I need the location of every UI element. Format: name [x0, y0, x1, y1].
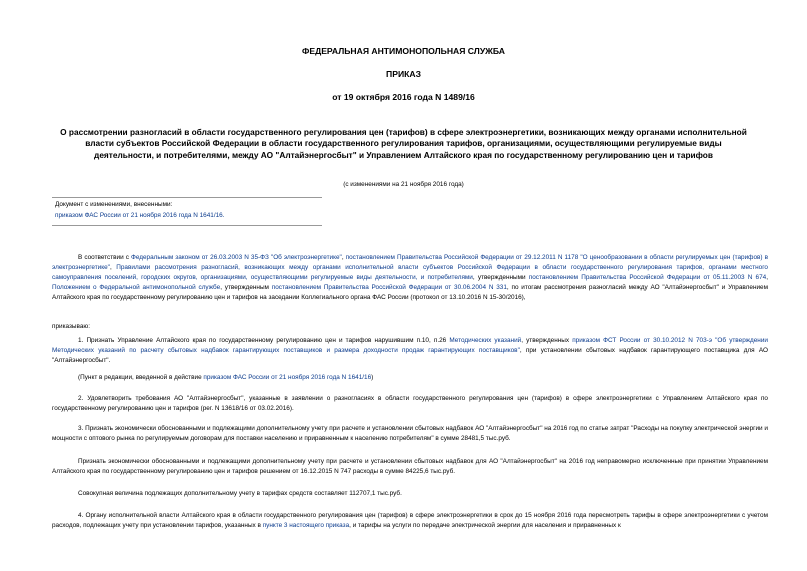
paragraph-edition-note: (Пункт в редакции, введенной в действие приказом ФАС России от 21 ноября 2016 года N 1641/16)	[78, 374, 374, 381]
paragraph-item-3: 3. Признать экономически обоснованными и подлежащими дополнительному учету при расчете и установлении сбытовых надбавок АО "Алтайэнергосбыт" на 2016 год по статье затрат "Расходы на покупку электрической энергии и мощности с оптового рынка по регулируемым договорам для поставки населению и приравненным к населению потребителям" в сумме 28481,5 тыс.руб.	[52, 425, 768, 442]
link-item-3[interactable]: пункте 3 настоящего приказа	[262, 522, 350, 529]
paragraph-item-1: 1. Признать Управление Алтайского края по государственному регулированию цен и тарифов нарушившим п.10, п.26 Методических указаний, утвержденных приказом ФСТ России от 30.10.2012 N 703-э "Об утверждении Методических указаний по расчету сбытовых надбавок гарантирующих поставщиков и размера доходности продаж гарантирующих поставщиков", при установлении сбытовых надбавок гарантирующего поставщика для АО "Алтайэнергосбыт".	[52, 337, 768, 364]
link-resolution-331[interactable]: постановлением Правительства Российской Федерации от 30.06.2004 N 331	[271, 284, 507, 291]
divider-bottom	[52, 225, 322, 226]
doc-date-number: от 19 октября 2016 года N 1489/16	[332, 92, 475, 102]
doc-title: О рассмотрении разногласий в области государственного регулирования цен (тарифов) в сфере электроэнергетики, возникающих между органами исполнительной власти субъектов Российской Федерации в области государственного регулирования тарифов, организациями, осуществляющими регулируемые виды деятельности, и потребителями, между АО "Алтайэнергосбыт" и Управлением Алтайского края по государственному регулированию цен и тарифов	[60, 127, 747, 160]
paragraph-total: Совокупная величина подлежащих дополнительному учету в тарифах средств составляет 112707,1 тыс.руб.	[78, 490, 402, 497]
paragraph-item-2: 2. Удовлетворить требования АО "Алтайэнергосбыт", указанные в заявлении о разногласиях в области государственного регулирования цен (тарифов) в сфере электроэнергетики с Управлением Алтайского края по государственному регулированию цен и тарифов (рег. N 13618/16 от 03.02.2016).	[52, 395, 768, 412]
amendments-link[interactable]: приказом ФАС России от 21 ноября 2016 года N 1641/16.	[55, 212, 225, 219]
link-fst-order-703[interactable]: приказом ФСТ России от 30.10.2012 N 703-э "Об утверждении Методических указаний по расчету сбытовых надбавок гарантирующих поставщиков и размера доходности продаж гарантирующих поставщиков"	[52, 337, 768, 354]
link-fas-regulation[interactable]: Положением о Федеральной антимонопольной службе	[52, 284, 221, 291]
amendments-label: Документ с изменениями, внесенными:	[55, 201, 173, 208]
link-resolution-1178[interactable]: постановлением Правительства Российской Федерации от 29.12.2011 N 1178 "О ценообразовании в области регулируемых цен (тарифов) в электроэнергетике"	[52, 254, 768, 271]
paragraph-item-3-cont: Признать экономически обоснованными и подлежащими дополнительному учету при расчете и установлении сбытовых надбавок для АО "Алтайэнергосбыт" на 2016 год неправомерно исключенные при принятии Управлением Алтайского края по государственному регулированию цен и тарифов решением от 16.12.2015 N 747 расходы в сумме 84225,6 тыс.руб.	[52, 458, 768, 475]
edition-note: (с изменениями на 21 ноября 2016 года)	[343, 181, 464, 188]
link-methodical-guidelines[interactable]: Методических указаний	[449, 337, 522, 344]
link-fas-order-1641[interactable]: приказом ФАС России от 21 ноября 2016 года N 1641/16	[203, 374, 372, 381]
doc-type: ПРИКАЗ	[386, 69, 421, 79]
agency-name: ФЕДЕРАЛЬНАЯ АНТИМОНОПОЛЬНАЯ СЛУЖБА	[302, 46, 505, 56]
link-rules[interactable]: Правилами рассмотрения разногласий, возникающих между органами исполнительной власти субъектов Российской Федерации в области государственного регулирования тарифов, органами местного самоуправления поселений, городских округов, организациями, осуществляющими регулируемые виды деятельности, и потребителями	[52, 264, 768, 281]
paragraph-item-4: 4. Органу исполнительной власти Алтайского края в области государственного регулирования цен (тарифов) в сфере электроэнергетики в срок до 15 ноября 2016 года пересмотреть тарифы в сфере электроэнергетики с учетом расходов, подлежащих учету при установлении тарифов, указанных в пункте 3 настоящего приказа, и тарифы на услуги по передаче электрической энергии для населения и приравненных к	[52, 512, 768, 529]
paragraph-order: приказываю:	[52, 323, 90, 330]
link-federal-law[interactable]: Федеральным законом от 26.03.2003 N 35-ФЗ "Об электроэнергетике"	[131, 254, 342, 261]
link-resolution-674[interactable]: постановлением Правительства Российской Федерации от 05.11.2003 N 674	[528, 274, 767, 281]
divider-top	[52, 197, 322, 198]
paragraph-preamble: В соответствии с Федеральным законом от 26.03.2003 N 35-ФЗ "Об электроэнергетике", постановлением Правительства Российской Федерации от 29.12.2011 N 1178 "О ценообразовании в области регулируемых цен (тарифов) в электроэнергетике", Правилами рассмотрения разногласий, возникающих между органами исполнительной власти субъектов Российской Федерации в области государственного регулирования тарифов, органами местного самоуправления поселений, городских округов, организациями, осуществляющими регулируемые виды деятельности, и потребителями, утвержденными постановлением Правительства Российской Федерации от 05.11.2003 N 674, Положением о Федеральной антимонопольной службе, утвержденным постановлением Правительства Российской Федерации от 30.06.2004 N 331, по итогам рассмотрения разногласий между АО "Алтайэнергосбыт" и Управлением Алтайского края по государственному регулированию цен и тарифов на заседании Коллегиального органа ФАС России (протокол от 13.10.2016 N 15-30/2016),	[52, 254, 768, 301]
